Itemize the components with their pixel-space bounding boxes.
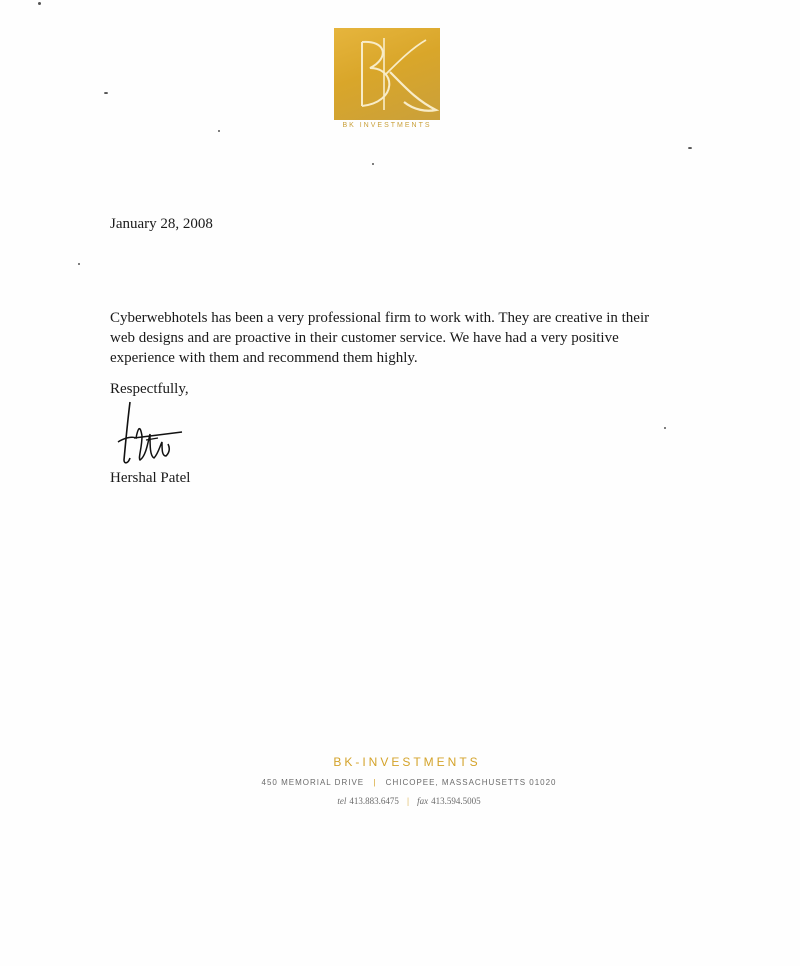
scan-speck [78,263,80,265]
scan-speck [664,427,666,429]
scan-speck [218,130,220,132]
body-line: web designs and are proactive in their customer service. We have had a very positive [110,330,619,346]
footer-separator: | [373,778,377,787]
letter-body [110,308,670,368]
scan-speck [688,147,692,149]
tel-number: 413.883.6475 [349,796,399,806]
footer-street: 450 MEMORIAL DRIVE [261,778,365,787]
scan-speck [104,92,108,94]
footer-address [0,778,800,787]
tel-label: tel [337,796,347,806]
letter-date: January 28, 2008 [110,216,213,232]
footer-city: CHICOPEE, MASSACHUSETTS 01020 [385,778,557,787]
body-line: Cyberwebhotels has been a very professional firm to work with. They are creative in their [110,310,650,326]
handwritten-signature [112,398,192,470]
scan-speck [372,163,374,165]
bk-monogram-icon [334,28,440,120]
letter-closing: Respectfully, [110,381,189,397]
company-logo [334,28,440,120]
scan-speck [38,2,41,5]
footer-separator: | [407,796,409,806]
fax-number: 413.594.5005 [431,796,481,806]
footer-company: BK-INVESTMENTS [333,755,481,769]
logo-caption: BK INVESTMENTS [342,122,432,129]
fax-label: fax [417,796,429,806]
signer-name: Hershal Patel [110,470,191,486]
body-line: experience with them and recommend them highly. [110,350,418,366]
footer-phones [0,796,800,806]
